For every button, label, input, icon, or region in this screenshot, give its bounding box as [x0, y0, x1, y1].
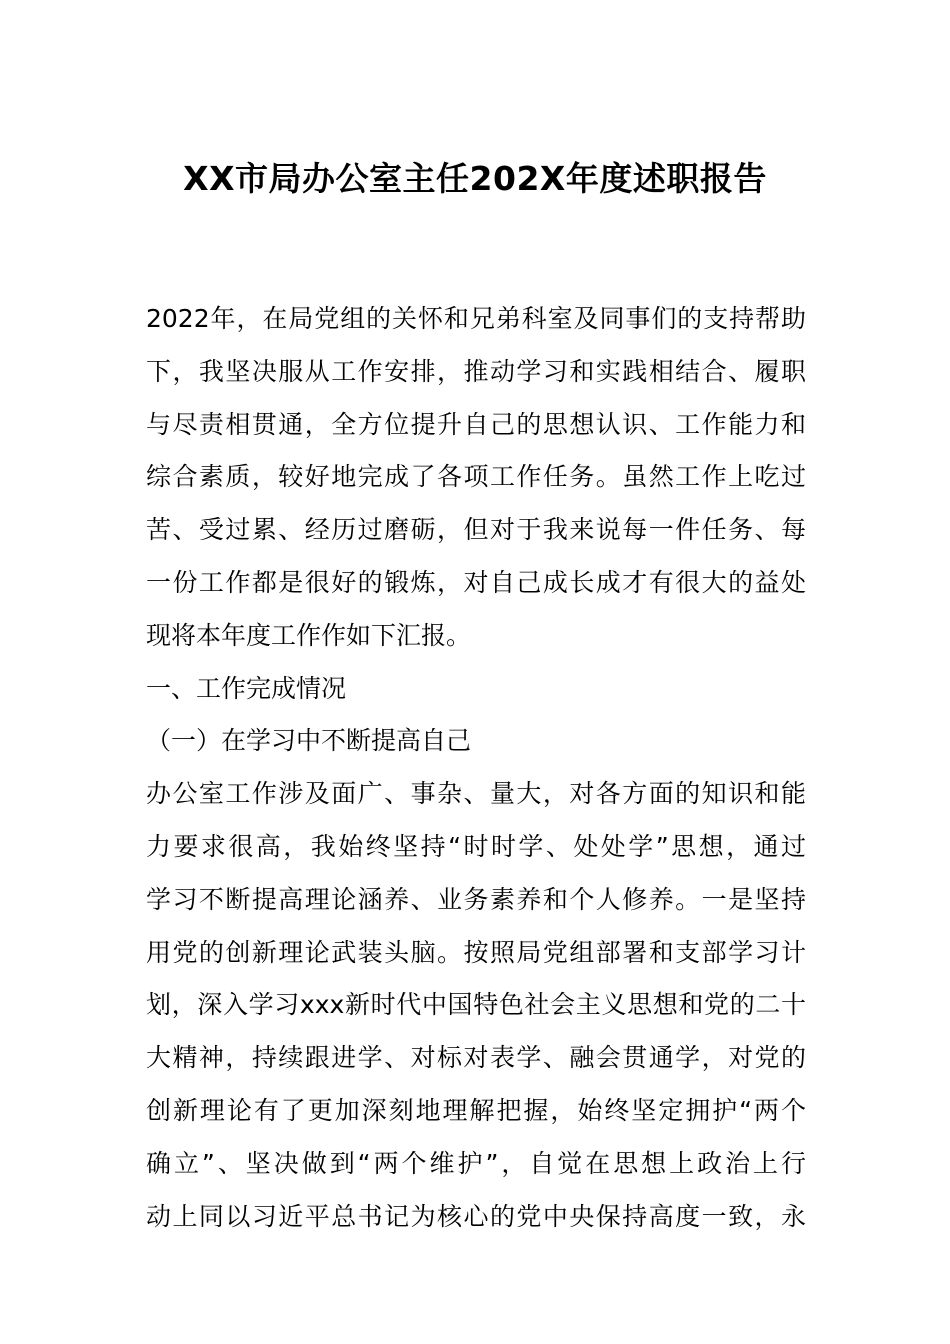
body-line: 综合素质，较好地完成了各项工作任务。虽然工作上吃过: [146, 462, 806, 492]
body-line: 划，深入学习xxx新时代中国特色社会主义思想和党的二十: [146, 990, 806, 1020]
body-line: 一份工作都是很好的锻炼，对自己成长成才有很大的益处: [146, 567, 806, 597]
body-line: 学习不断提高理论涵养、业务素养和个人修养。一是坚持: [146, 884, 806, 914]
body-line: 力要求很高，我始终坚持“时时学、处处学”思想，通过: [146, 831, 806, 861]
body-line: 办公室工作涉及面广、事杂、量大，对各方面的知识和能: [146, 779, 806, 809]
body-line: 动上同以习近平总书记为核心的党中央保持高度一致，永: [146, 1201, 806, 1231]
subsection-heading: （一）在学习中不断提高自己: [146, 726, 472, 756]
document-body: [146, 293, 806, 1243]
body-line: 2022年，在局党组的关怀和兄弟科室及同事们的支持帮助: [146, 304, 806, 333]
body-line: 确立”、坚决做到“两个维护”，自觉在思想上政治上行: [146, 1148, 806, 1178]
body-line: 现将本年度工作作如下汇报。: [146, 620, 472, 650]
body-line: 用党的创新理论武装头脑。按照局党组部署和支部学习计: [146, 937, 806, 967]
body-line: 创新理论有了更加深刻地理解把握，始终坚定拥护“两个: [146, 1095, 806, 1125]
section-heading: 一、工作完成情况: [146, 673, 347, 703]
body-line: 大精神，持续跟进学、对标对表学、融会贯通学，对党的: [146, 1043, 806, 1073]
body-line: 苦、受过累、经历过磨砺，但对于我来说每一件任务、每: [146, 515, 806, 545]
document-title: XX市局办公室主任202X年度述职报告: [183, 159, 767, 198]
body-line: 与尽责相贯通，全方位提升自己的思想认识、工作能力和: [146, 409, 806, 439]
body-line: 下，我坚决服从工作安排，推动学习和实践相结合、履职: [146, 356, 806, 386]
